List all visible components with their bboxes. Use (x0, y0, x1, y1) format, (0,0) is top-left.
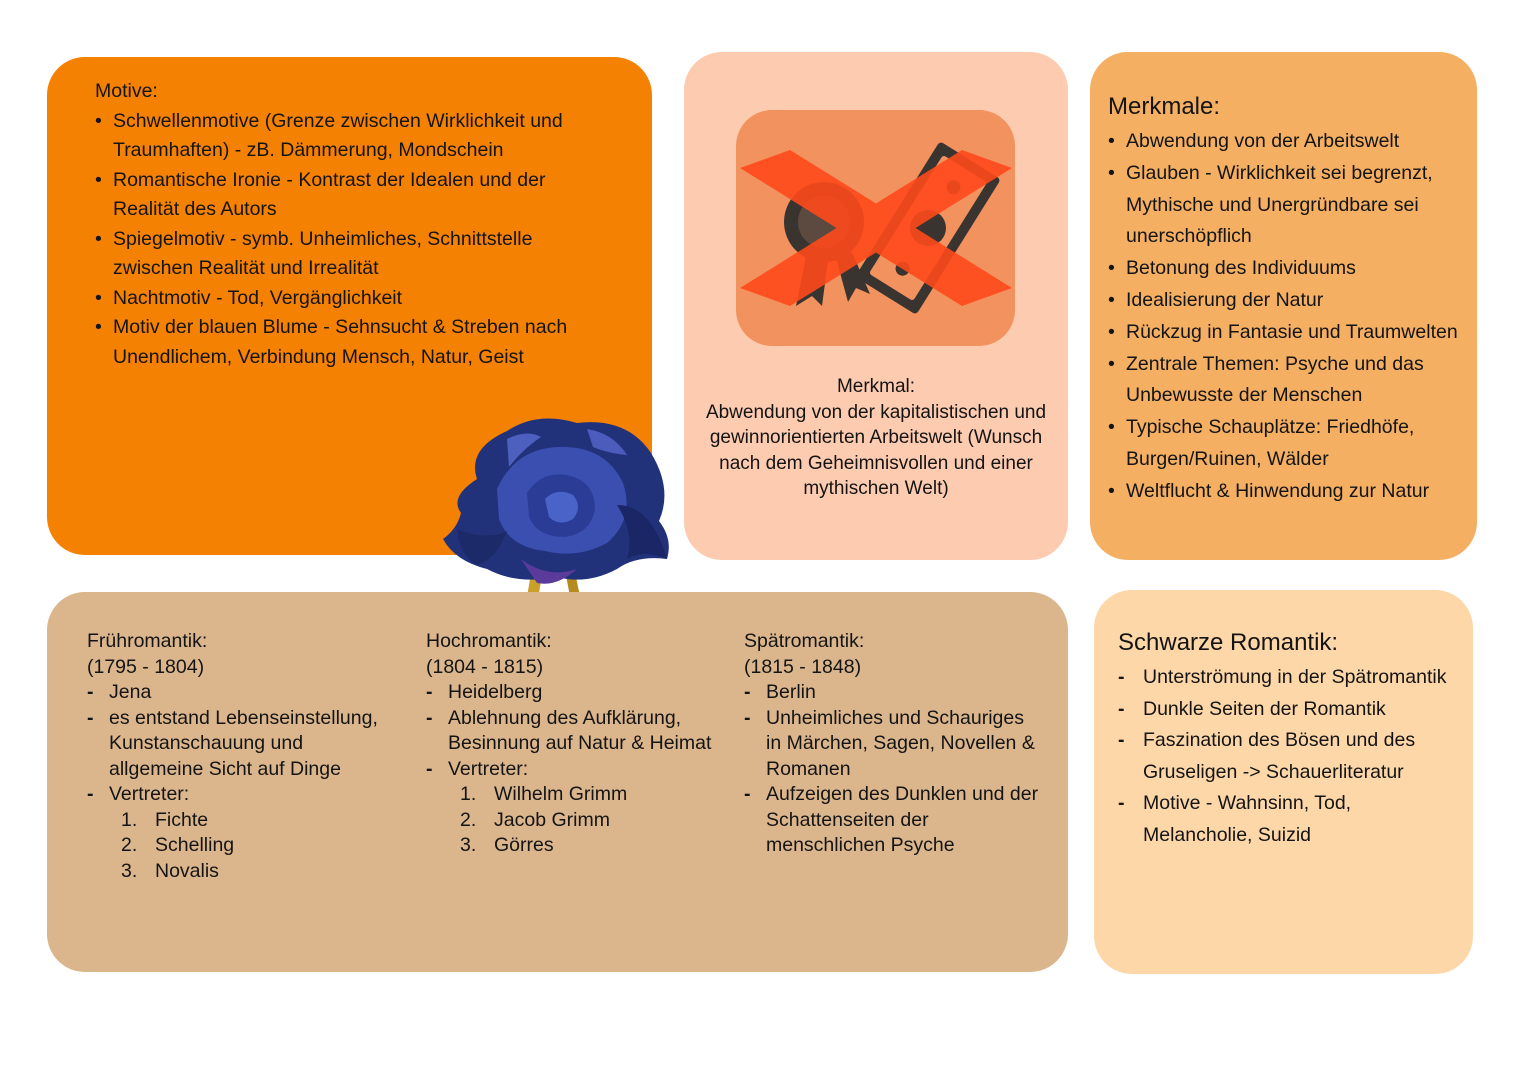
list-item: - Motive - Wahnsinn, Tod, Melancholie, Suizid (1118, 788, 1463, 851)
list-item: • Schwellenmotive (Grenze zwischen Wirklichkeit und Traumhaften) - zB. Dämmerung, Mondschein (95, 107, 595, 166)
merkmale-heading: Merkmale: (1108, 93, 1221, 120)
list-item: • Nachtmotiv - Tod, Vergänglichkeit (95, 284, 595, 314)
vertreter-list (448, 782, 716, 859)
list-item: - Berlin (744, 680, 1044, 706)
list-item: • Betonung des Individuums (1108, 253, 1473, 285)
spaetromantik-title: Spätromantik: (744, 630, 865, 652)
list-item: 2. Jacob Grimm (460, 808, 610, 831)
epochen-card (47, 592, 1068, 972)
list-item: • Rückzug in Fantasie und Traumwelten (1108, 317, 1473, 349)
list-item: • Romantische Ironie - Kontrast der Idealen und der Realität des Autors (95, 166, 595, 225)
list-item: • Zentrale Themen: Psyche und das Unbewusste der Menschen (1108, 349, 1473, 413)
list-item: - es entstand Lebenseinstellung, Kunstanschauung und allgemeine Sicht auf Dinge (87, 706, 387, 783)
list-item: • Weltflucht & Hinwendung zur Natur (1108, 476, 1473, 508)
list-item: 3. Novalis (121, 859, 219, 882)
list-item: 1. Fichte (121, 808, 209, 831)
hochromantik-years: (1804 - 1815) (426, 655, 544, 678)
merkmal-description (694, 374, 1058, 502)
merkmale-card (1090, 52, 1477, 560)
hochromantik-title: Hochromantik: (426, 630, 552, 652)
list-item (426, 757, 716, 859)
hochromantik-column (426, 629, 716, 859)
list-item: • Idealisierung der Natur (1108, 285, 1473, 317)
list-item: - Ablehnung des Aufklärung, Besinnung auf Natur & Heimat (426, 706, 716, 757)
spaetromantik-years: (1815 - 1848) (744, 655, 862, 678)
schwarze-romantik-card (1094, 590, 1473, 974)
motive-card (47, 57, 652, 555)
blue-rose-image (437, 409, 683, 615)
merkmal-body: Abwendung von der kapitalistischen und gewinnorientierten Arbeitswelt (Wunsch nach dem Geheimnisvollen und einer mythischen Welt) (705, 401, 1047, 499)
spaetromantik-column (744, 629, 1044, 859)
schwarze-romantik-heading: Schwarze Romantik: (1118, 629, 1339, 656)
fruehromantik-list (87, 680, 387, 884)
list-item: • Motiv der blauen Blume - Sehnsucht & Streben nach Unendlichem, Verbindung Mensch, Natur, Geist (95, 313, 595, 372)
list-item: - Dunkle Seiten der Romantik (1118, 694, 1463, 726)
vertreter-label: Vertreter: (109, 783, 190, 805)
fruehromantik-title: Frühromantik: (87, 630, 208, 652)
motive-list (95, 107, 595, 373)
list-item: 1. Wilhelm Grimm (460, 783, 628, 805)
list-item: - Aufzeigen des Dunklen und der Schattenseiten der menschlichen Psyche (744, 782, 1044, 859)
list-item: • Abwendung von der Arbeitswelt (1108, 126, 1473, 158)
vertreter-list (109, 808, 387, 885)
no-money-icon (736, 110, 1015, 346)
list-item: • Glauben - Wirklichkeit sei begrenzt, Mythische und Unergründbare sei unerschöpflich (1108, 158, 1473, 253)
merkmal-card (684, 52, 1068, 560)
list-item: 3. Görres (460, 834, 554, 856)
list-item: - Unheimliches und Schauriges in Märchen, Sagen, Novellen & Romanen (744, 706, 1044, 783)
motive-heading: Motive: (95, 80, 158, 102)
list-item: - Jena (87, 680, 387, 706)
hochromantik-list (426, 680, 716, 859)
list-item: 2. Schelling (121, 834, 235, 856)
vertreter-label: Vertreter: (448, 757, 529, 780)
merkmal-heading: Merkmal: (836, 376, 916, 397)
spaetromantik-list (744, 680, 1044, 859)
schwarze-romantik-list (1118, 662, 1463, 852)
fruehromantik-column (87, 629, 387, 884)
merkmale-list (1108, 126, 1473, 508)
list-item: - Faszination des Bösen und des Gruseligen -> Schauerliteratur (1118, 725, 1463, 788)
fruehromantik-years: (1795 - 1804) (87, 655, 205, 678)
list-item: • Typische Schauplätze: Friedhöfe, Burgen/Ruinen, Wälder (1108, 412, 1473, 476)
list-item: - Unterströmung in der Spätromantik (1118, 662, 1463, 694)
list-item: • Spiegelmotiv - symb. Unheimliches, Schnittstelle zwischen Realität und Irrealität (95, 225, 595, 284)
list-item: - Heidelberg (426, 680, 716, 706)
list-item (87, 782, 387, 884)
